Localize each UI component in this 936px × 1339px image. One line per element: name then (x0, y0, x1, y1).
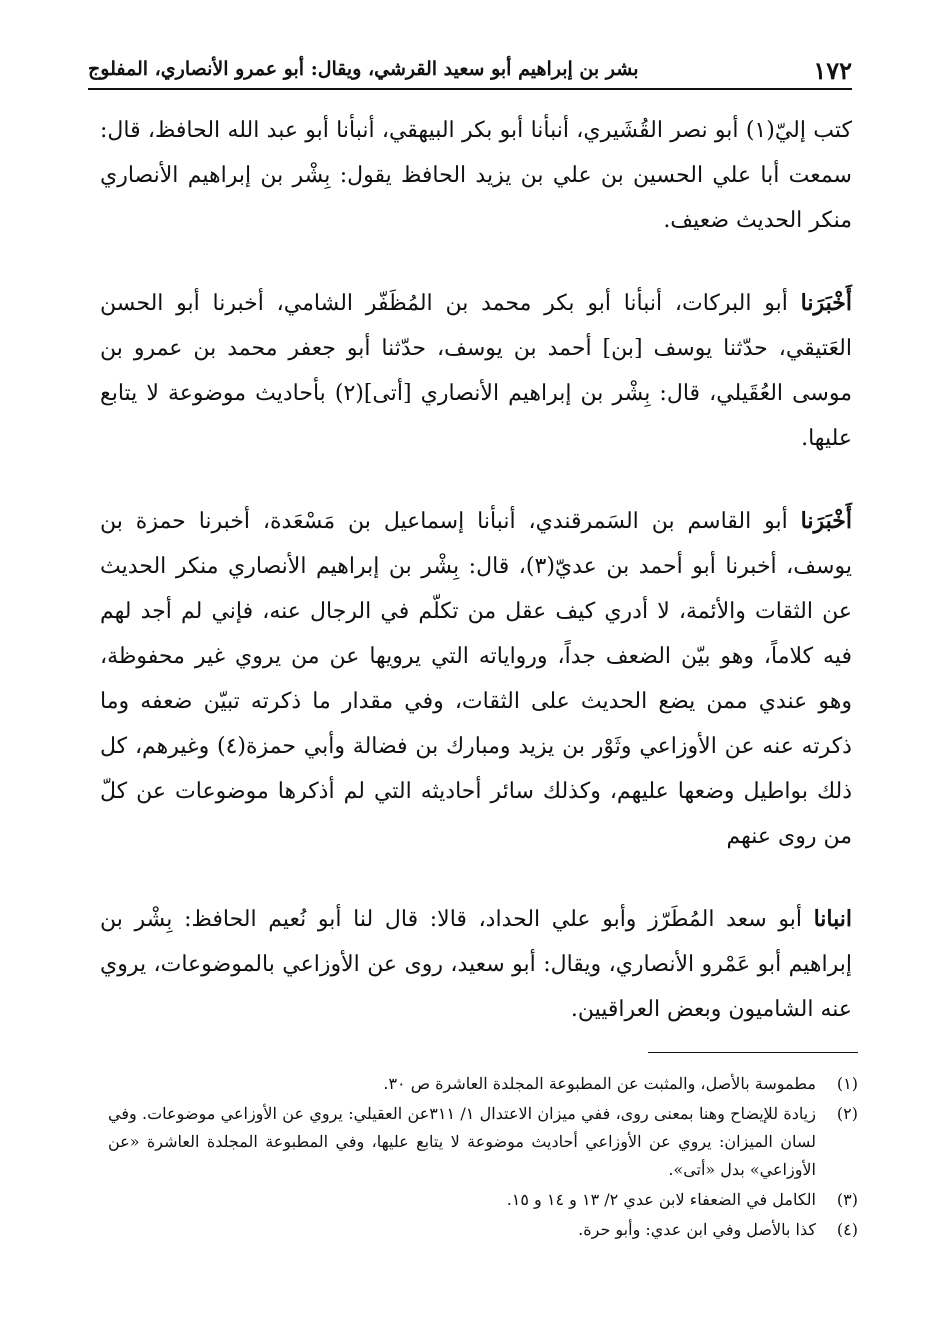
paragraph-3 (100, 499, 852, 859)
footnote-number: (٢) (836, 1104, 858, 1123)
footnote-text: زيادة للإيضاح وهنا بمعنى روى، ففي ميزان الاعتدال ١/ ٣١١عن العقيلي: يروي عن الأوزاعي موضوعات. وفي لسان الميزان: يروي عن الأوزاعي أحاديث موضوعة لا يتابع عليها، وفي المطبوعة المجلدة العاشرة «عن الأوزاعي» بدل «أتى». (108, 1104, 816, 1179)
paragraph-text: أبو البركات، أنبأنا أبو بكر محمد بن المُظَفّر الشامي، أخبرنا أبو الحسن العَتيقي، حدّثنا يوسف [بن] أحمد بن يوسف، حدّثنا أبو جعفر محمد بن عمرو بن موسى العُقَيلي، قال: بِشْر بن إبراهيم الأنصاري [أتى](٢) بأحاديث موضوعة لا يتابع عليها. (100, 291, 852, 451)
paragraph-4 (100, 897, 852, 1032)
footnotes (108, 1070, 858, 1246)
footnote-3 (108, 1186, 858, 1214)
footnote-separator (648, 1052, 858, 1053)
footnote-text: كذا بالأصل وفي ابن عدي: وأبو حرة. (578, 1220, 816, 1239)
paragraph-text: أبو سعد المُطَرّز وأبو علي الحداد، قالا: قال لنا أبو نُعيم الحافظ: بِشْر بن إبراهيم أبو عَمْرو الأنصاري، ويقال: أبو سعيد، روى عن الأوزاعي بالموضوعات، يروي عنه الشاميون وبعض العراقيين. (100, 907, 852, 1022)
footnote-text: مطموسة بالأصل، والمثبت عن المطبوعة المجلدة العاشرة ص ٣٠. (383, 1074, 816, 1093)
paragraph-2 (100, 281, 852, 461)
footnote-4 (108, 1216, 858, 1244)
paragraph-1 (100, 108, 852, 243)
running-title: بشر بن إبراهيم أبو سعيد القرشي، ويقال: أبو عمرو الأنصاري، المفلوج (88, 58, 639, 80)
footnote-number: (١) (836, 1074, 858, 1093)
page-header (88, 52, 852, 90)
paragraph-text: أبو القاسم بن السَمرقندي، أنبأنا إسماعيل بن مَسْعَدة، أخبرنا حمزة بن يوسف، أخبرنا أبو أحمد بن عديّ(٣)، قال: بِشْر بن إبراهيم الأنصاري منكر الحديث عن الثقات والأئمة، لا أدري كيف عقل من تكلّم في الرجال عنه، فإني لم أجد لهم فيه كلاماً، وهو بيّن الضعف جداً، ورواياته التي يرويها عن من يروي غير محفوظة، وهو عندي ممن يضع الحديث على الثقات، وفي مقدار ما ذكرته تبيّن ضعفه وما ذكرته عنه عن الأوزاعي وثَوْر بن يزيد ومبارك بن فضالة وأبي حمزة(٤) وغيرهم، كل ذلك بواطيل وضعها عليهم، وكذلك سائر أحاديثه التي لم أذكرها موضوعات عن كلّ من روى عنهم (100, 509, 852, 849)
paragraph-lead: أَخْبَرَنا (800, 508, 852, 534)
footnote-1 (108, 1070, 858, 1098)
footnote-number: (٣) (836, 1190, 858, 1209)
footnote-number: (٤) (836, 1220, 858, 1239)
page-number: ١٧٢ (813, 56, 852, 85)
paragraph-lead: انبانا (813, 906, 852, 932)
footnote-text: الكامل في الضعفاء لابن عدي ٢/ ١٣ و ١٤ و ١٥. (506, 1190, 816, 1209)
paragraph-text: كتب إليّ(١) أبو نصر القُشَيري، أنبأنا أبو بكر البيهقي، أنبأنا أبو عبد الله الحافظ، قال: سمعت أبا علي الحسين بن علي بن يزيد الحافظ يقول: بِشْر بن إبراهيم الأنصاري منكر الحديث ضعيف. (100, 118, 852, 233)
paragraph-lead: أَخْبَرَنا (800, 290, 852, 316)
main-text (100, 108, 852, 1070)
footnote-2 (108, 1100, 858, 1184)
